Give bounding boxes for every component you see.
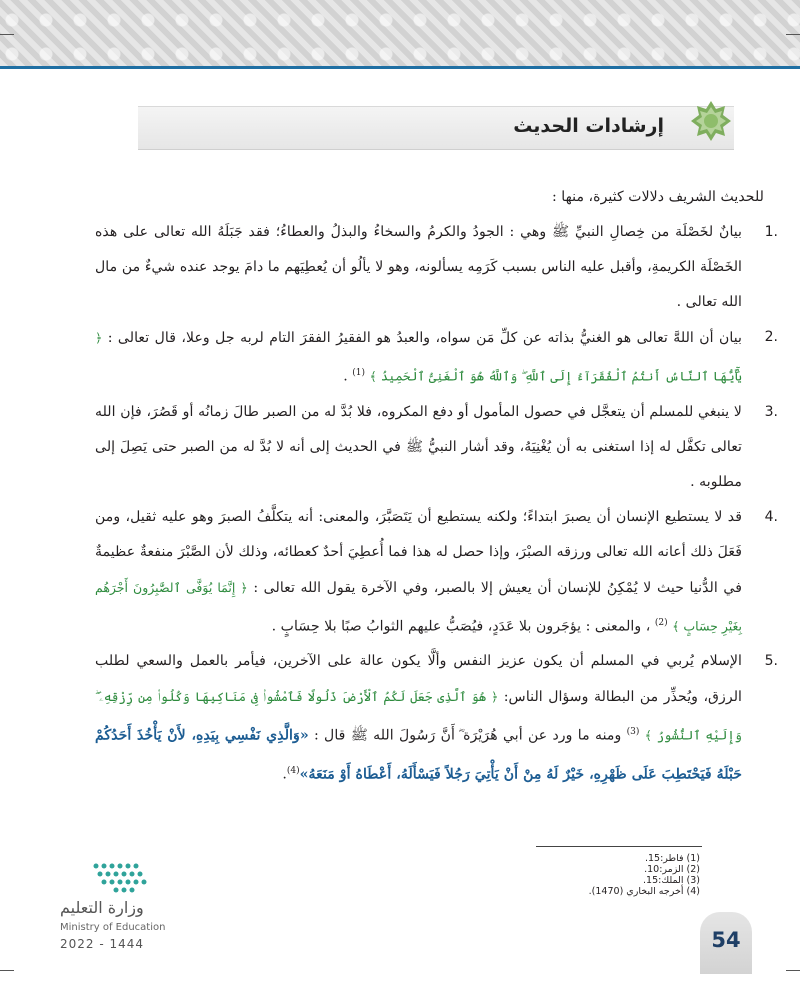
ministry-logo-icon xyxy=(88,858,158,898)
footnote: (1) فاطر:15. xyxy=(644,853,700,864)
section-title: إرشادات الحديث xyxy=(513,115,664,137)
item-text-after: ، والمعنى : يؤجَرون بلا عَدَدٍ، فيُصَبُّ عليهم الثوابُ صبًا بلا حِسَابٍ . xyxy=(271,618,651,635)
crop-mark xyxy=(0,34,14,35)
list-item xyxy=(95,395,778,500)
page-number: 54 xyxy=(711,928,741,952)
item-text: بيانٌ لخَصْلَة من خِصالِ النبيِّ ﷺ وهي : الجودُ والكرمُ والسخاءُ والبذلُ والعطاءُ؛ فقد جَبَلَهُ الله تعالى على هذه الخَصْلَة الكريمةِ، وأقبل عليه الناس بسبب كَرَمِه يسألونه، وهو لا يألُو أن يُعطِيَهم ما دامَ يوجد عنده شيءٌ من مال الله تعالى . xyxy=(95,224,742,310)
footnote: (4) أخرجه البخاري (1470). xyxy=(588,886,700,897)
crop-mark xyxy=(0,970,14,971)
edition-year: 2022 - 1444 xyxy=(60,937,145,951)
header-pattern xyxy=(0,0,800,66)
ministry-name-ar: وزارة التعليم xyxy=(60,898,144,917)
quran-verse: ﴿ هُوَ ٱلَّذِى جَعَلَ لَكُمُ ٱلْأَرْضَ ذَلُولًا فَٱمْشُوا۟ فِى مَنَاكِبِهَا وَكُلُوا۟ مِن رِّزْقِهِۦ ۖ وَإِلَيْهِ ٱلنُّشُورُ ﴾ xyxy=(95,689,743,744)
crop-mark xyxy=(786,970,800,971)
item-text: الإسلام يُربي في المسلم أن يكون عزيز النفس وألَّا يكون عالة على الآخرين، فيأمر بالعمل والسعي لطلب الرزق، ويُحذِّر من البطالة وسؤال الناس: xyxy=(95,653,742,706)
quran-verse: ﴿ إِنَّمَا يُوَفَّى ٱلصَّٰبِرُونَ أَجْرَهُم بِغَيْرِ حِسَابٍ ﴾ xyxy=(95,579,742,634)
item-text-end: . xyxy=(282,766,287,783)
list-item xyxy=(95,320,778,395)
item-number: 4. xyxy=(764,508,778,525)
footnote-rule xyxy=(536,846,702,847)
item-number: 5. xyxy=(764,653,778,670)
quran-verse: ﴿ يَٰٓأَيُّهَا ٱلنَّاسُ أَنتُمُ ٱلْفُقَرَآءُ إِلَى ٱللَّهِ ۖ وَٱللَّهُ هُوَ ٱلْغَنِىُّ ٱلْحَمِيدُ ﴾ xyxy=(95,330,742,384)
footnote-ref: (4) xyxy=(286,766,300,777)
footnote: (3) الملك:15. xyxy=(643,875,700,886)
article-body xyxy=(95,180,778,793)
ministry-name-en: Ministry of Education xyxy=(60,922,166,933)
footnote-ref: (1) xyxy=(352,368,366,378)
header-rule xyxy=(0,66,800,69)
intro-text: للحديث الشريف دلالات كثيرة، منها : xyxy=(552,189,764,205)
list-item xyxy=(95,215,778,320)
footnote-ref: (3) xyxy=(626,727,640,738)
section-title-bar xyxy=(138,106,734,150)
footnotes xyxy=(520,853,700,897)
item-number: 3. xyxy=(764,403,778,420)
item-text: قد لا يستطيع الإنسان أن يصبرَ ابتداءً؛ ولكنه يستطيع أن يَتَصَبَّرَ، والمعنى: أنه يتكلَّفُ الصبرَ وهو عليه ثقيل، ومن فَعَلَ ذلك أعانه الله تعالى ورزقه الصبْرَ، وإذا حصل له هذا فما أُعطِيَ أحدٌ كعطائه، وذلك لأن الصَّبْرَ منفعةٌ عظيمةٌ في الدُّنيا حيث لا يُمْكِنُ للإنسان أن يعيش إلا بالصبر، وفي الآخرة يقول الله تعالى : xyxy=(95,508,743,596)
item-text: لا ينبغي للمسلم أن يتعجَّل في حصول المأمول أو دفع المكروه، فلا بُدَّ له من الصبر طالَ زمانُه أو قَصُرَ، فإن الله تعالى تكفَّل له إذا استغنى به أن يُغْنِيَهُ، وقد أشار النبيُّ ﷺ في الحديث إلى أنه لا بُدَّ له من الصبر حتى يَصِلَ إلى مطلوبه . xyxy=(95,403,742,490)
footnote: (2) الزمر:10. xyxy=(644,864,700,875)
item-number: 2. xyxy=(764,329,778,345)
footnote-ref: (2) xyxy=(654,617,668,628)
item-text-after: . xyxy=(343,368,348,385)
item-text-after: ومنه ما ورد عن أبي هُرَيْرَة ؓ أَنَّ رَسُولَ الله ﷺ قال : xyxy=(313,728,622,745)
list-item xyxy=(95,500,778,645)
item-text: بيان أن اللهَّ تعالى هو الغنيُّ بذاته عن كلِّ مَن سواه، والعبدُ هو الفقيرُ الفقرَ التام لربه جل وعلا، قال تعالى : xyxy=(107,330,742,346)
hadith-text: «وَالَّذِي نَفْسِي بِيَدِهِ، لأَنْ يَأْخُذَ أَحَدُكُمْ حَبْلَهُ فَيَحْتَطِبَ عَلَى ظَهْرِهِ، خَيْرٌ لَهُ مِنْ أَنْ يَأْتِيَ رَجُلاً فَيَسْأَلَهُ، أَعْطَاهُ أَوْ مَنَعَهُ» xyxy=(95,728,742,783)
octagram-icon xyxy=(690,100,732,142)
item-number: 1. xyxy=(764,224,778,240)
page-number-tab xyxy=(700,912,752,974)
crop-mark xyxy=(786,34,800,35)
list-item xyxy=(95,644,778,792)
